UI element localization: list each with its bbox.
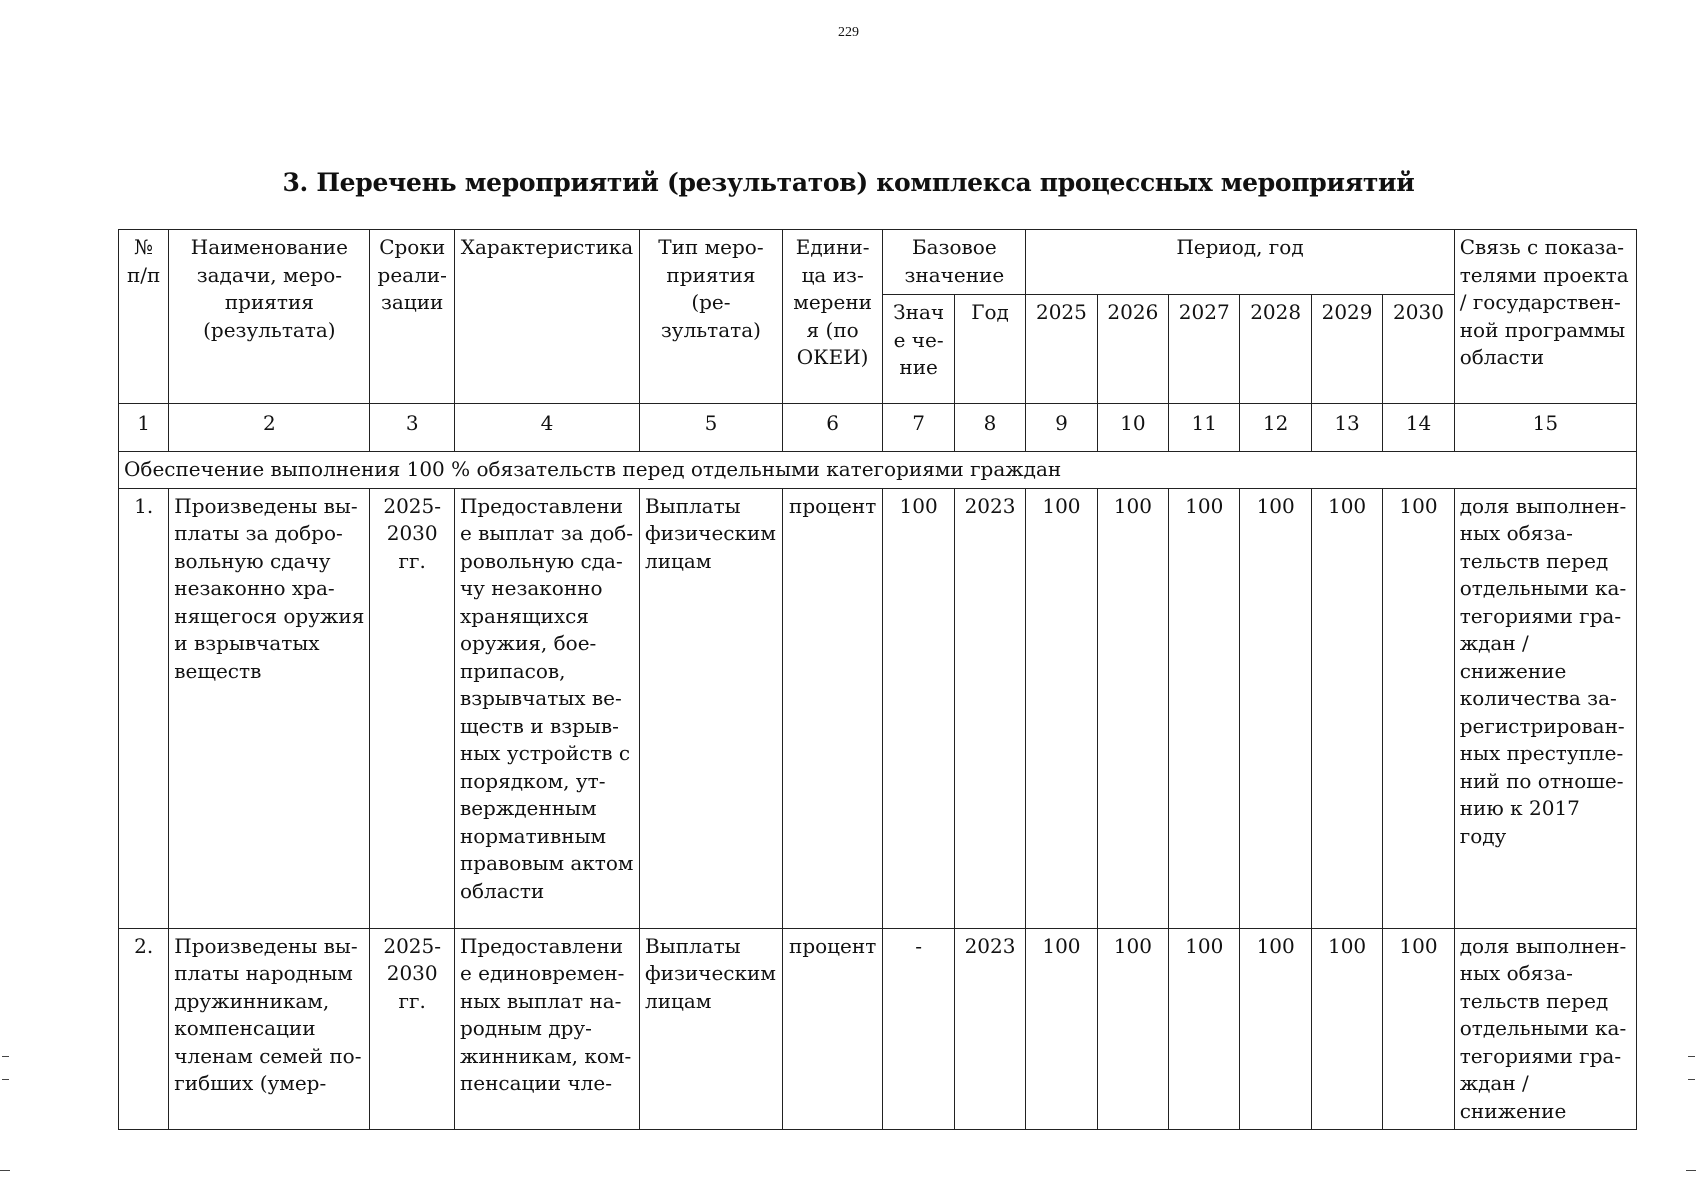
row-unit: процент <box>782 488 883 928</box>
section-row <box>119 452 1637 489</box>
row-unit: процент <box>782 928 883 1130</box>
row-characteristic: Предоставление выплат за доб-ровольную сда-чу незаконно хранящихся оружия, бое-припасов, взрывчатых ве-ществ и взрыв-ных устройств с порядком, ут-вержденным нормативным правовым актом области <box>454 488 639 928</box>
row-num: 2. <box>119 928 169 1130</box>
row-base-value: 100 <box>883 488 954 928</box>
row-year-value: 100 <box>1097 928 1168 1130</box>
header-base-year: Год <box>954 295 1025 404</box>
column-number: 9 <box>1026 404 1097 452</box>
header-year: 2029 <box>1311 295 1382 404</box>
header-year: 2028 <box>1240 295 1311 404</box>
header-unit: Едини-ца из-мерения (по ОКЕИ) <box>782 230 883 404</box>
header-base-value: Значе че-ние <box>883 295 954 404</box>
column-number: 14 <box>1383 404 1454 452</box>
column-number: 6 <box>782 404 883 452</box>
row-name: Произведены вы-платы за добро-вольную сдачу незаконно хра-нящегося оружия и взрывчатых веществ <box>169 488 370 928</box>
header-row <box>119 230 1637 295</box>
scan-margin-mark <box>1688 1056 1695 1080</box>
column-number: 12 <box>1240 404 1311 452</box>
row-year-value: 100 <box>1169 928 1240 1130</box>
column-number: 11 <box>1169 404 1240 452</box>
column-number: 10 <box>1097 404 1168 452</box>
column-number: 13 <box>1311 404 1382 452</box>
row-type: Выплаты физическим лицам <box>640 488 783 928</box>
row-type: Выплаты физическим лицам <box>640 928 783 1130</box>
header-link: Связь с показа-телями проекта / государствен-ной программы области <box>1454 230 1636 404</box>
row-name: Произведены вы-платы народным дружинникам, компенсации членам семей по-гибших (умер- <box>169 928 370 1130</box>
header-year: 2030 <box>1383 295 1454 404</box>
row-term: 2025-2030 гг. <box>370 928 454 1130</box>
row-year-value: 100 <box>1026 488 1097 928</box>
column-number: 15 <box>1454 404 1636 452</box>
column-number: 8 <box>954 404 1025 452</box>
row-year-value: 100 <box>1097 488 1168 928</box>
header-num: № п/п <box>119 230 169 404</box>
header-characteristic: Характеристика <box>454 230 639 404</box>
column-number: 7 <box>883 404 954 452</box>
column-number: 2 <box>169 404 370 452</box>
header-base: Базовое значение <box>883 230 1026 295</box>
row-year-value: 100 <box>1383 928 1454 1130</box>
header-period: Период, год <box>1026 230 1454 295</box>
table-row <box>119 488 1637 928</box>
row-year-value: 100 <box>1240 928 1311 1130</box>
column-number: 1 <box>119 404 169 452</box>
row-year-value: 100 <box>1383 488 1454 928</box>
scan-edge-line <box>1686 1170 1696 1171</box>
header-type: Тип меро-приятия (ре-зультата) <box>640 230 783 404</box>
header-year: 2026 <box>1097 295 1168 404</box>
row-link: доля выполнен-ных обяза-тельств перед отдельными ка-тегориями гра-ждан / снижение количества за-регистрирован-ных преступле-ний по отноше-нию к 2017 году <box>1454 488 1636 928</box>
row-base-year: 2023 <box>954 928 1025 1130</box>
table-row <box>119 928 1637 1130</box>
page-number: 229 <box>838 25 859 40</box>
column-number: 5 <box>640 404 783 452</box>
measures-table <box>118 229 1637 1130</box>
row-base-year: 2023 <box>954 488 1025 928</box>
header-name: Наименование задачи, меро-приятия (результата) <box>169 230 370 404</box>
row-year-value: 100 <box>1026 928 1097 1130</box>
row-year-value: 100 <box>1240 488 1311 928</box>
section-title: Обеспечение выполнения 100 % обязательств перед отдельными категориями граждан <box>119 452 1637 489</box>
header-year: 2025 <box>1026 295 1097 404</box>
column-number: 3 <box>370 404 454 452</box>
scan-margin-mark <box>2 1056 9 1080</box>
row-year-value: 100 <box>1169 488 1240 928</box>
header-year: 2027 <box>1169 295 1240 404</box>
page-title: 3. Перечень мероприятий (результатов) комплекса процессных мероприятий <box>282 168 1415 197</box>
column-number: 4 <box>454 404 639 452</box>
row-year-value: 100 <box>1311 488 1382 928</box>
row-characteristic: Предоставление единовремен-ных выплат на-родным дру-жинникам, ком-пенсации чле- <box>454 928 639 1130</box>
scan-edge-line <box>0 1170 10 1171</box>
row-num: 1. <box>119 488 169 928</box>
header-term: Сроки реали-зации <box>370 230 454 404</box>
row-link: доля выполнен-ных обяза-тельств перед отдельными ка-тегориями гра-ждан / снижение <box>1454 928 1636 1130</box>
row-term: 2025-2030 гг. <box>370 488 454 928</box>
column-numbers-row <box>119 404 1637 452</box>
row-base-value: - <box>883 928 954 1130</box>
row-year-value: 100 <box>1311 928 1382 1130</box>
